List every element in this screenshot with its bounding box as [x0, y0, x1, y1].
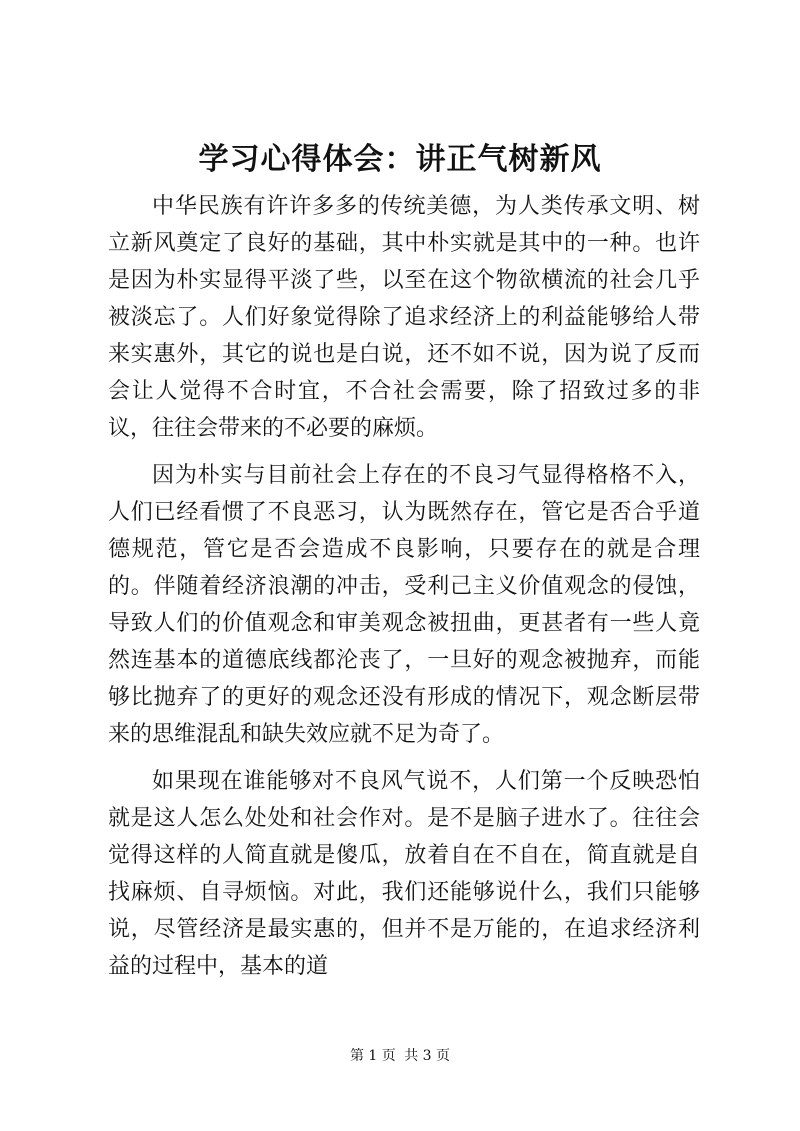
page-title: 学习心得体会：讲正气树新风 — [198, 142, 602, 177]
page-total: 共 3 页 — [404, 1048, 451, 1064]
body-text — [108, 188, 700, 995]
page-number: 第 1 页 — [349, 1048, 396, 1064]
paragraph-2: 因为朴实与目前社会上存在的不良习气显得格格不入，人们已经看惯了不良恶习，认为既然存在，管它是否合乎道德规范，管它是否会造成不良影响，只要存在的就是合理的。伴随着经济浪潮的冲击，受利己主义价值观念的侵蚀，导致人们的价值观念和审美观念被扭曲，更甚者有一些人竟然连基本的道德底线都沦丧了，一旦好的观念被抛弃，而能够比抛弃了的更好的观念还没有形成的情况下，观念断层带来的思维混乱和缺失效应就不足为奇了。 — [108, 463, 700, 747]
page-footer — [0, 1046, 800, 1066]
paragraph-1: 中华民族有许许多多的传统美德，为人类传承文明、树立新风奠定了良好的基础，其中朴实就是其中的一种。也许是因为朴实显得平淡了些，以至在这个物欲横流的社会几乎被淡忘了。人们好象觉得除了追求经济上的利益能够给人带来实惠外，其它的说也是白说，还不如不说，因为说了反而会让人觉得不合时宜，不合社会需要，除了招致过多的非议，往往会带来的不必要的麻烦。 — [108, 194, 700, 441]
paragraph-3: 如果现在谁能够对不良风气说不，人们第一个反映恐怕就是这人怎么处处和社会作对。是不是脑子进水了。往往会觉得这样的人简直就是傻瓜，放着自在不自在，简直就是自找麻烦、自寻烦恼。对此，我们还能够说什么，我们只能够说，尽管经济是最实惠的，但并不是万能的，在追求经济利益的过程中，基本的道 — [108, 769, 700, 979]
